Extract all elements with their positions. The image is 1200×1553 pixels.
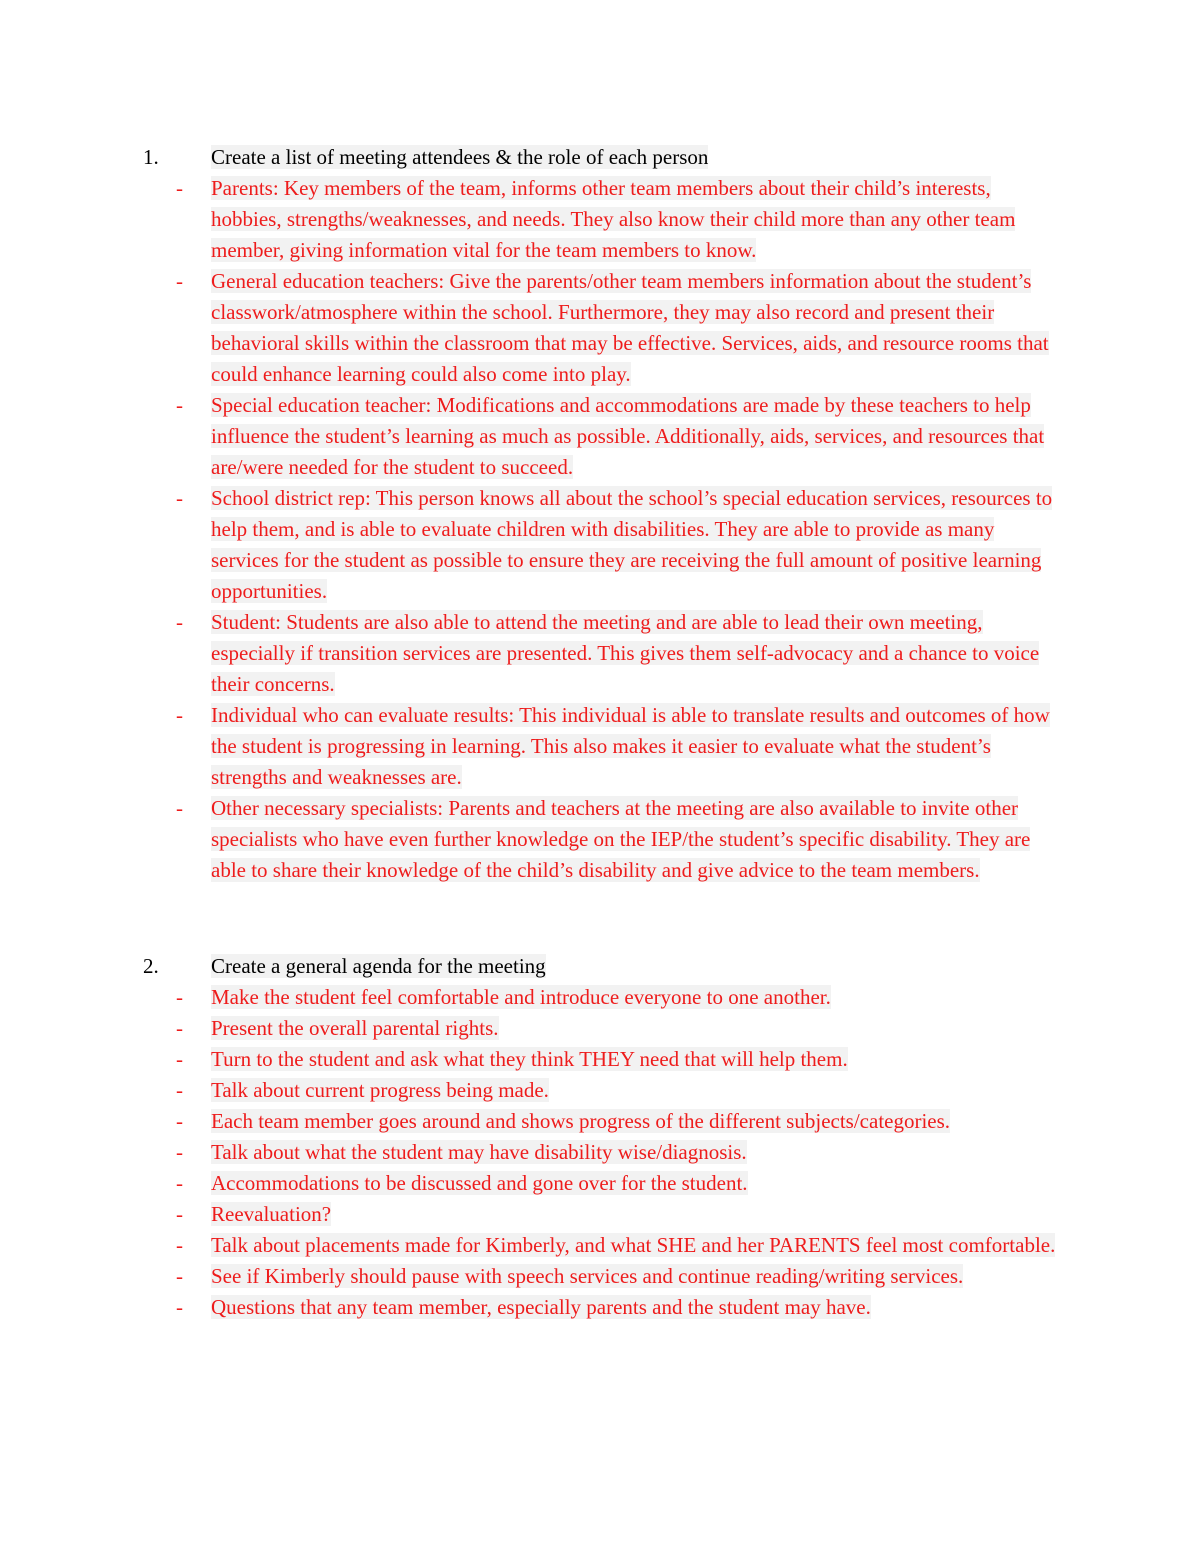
list-item xyxy=(0,1168,1061,1199)
bullet-dash: - xyxy=(176,1047,183,1071)
bullet-dash: - xyxy=(176,269,183,293)
bullet-dash: - xyxy=(176,393,183,417)
list-item xyxy=(0,1199,1061,1230)
list-item xyxy=(0,793,1061,886)
list-item xyxy=(0,1292,1061,1323)
list-item-text: Questions that any team member, especially parents and the student may have. xyxy=(211,1295,871,1319)
bullet-dash: - xyxy=(176,1078,183,1102)
section-title: Create a list of meeting attendees & the role of each person xyxy=(211,145,709,169)
list-item xyxy=(0,607,1061,700)
bullet-dash: - xyxy=(176,1233,183,1257)
bullet-dash: - xyxy=(176,796,183,820)
list-item-text: General education teachers: Give the parents/other team members information about the student’s classwork/atmosphere within the school. Furthermore, they may also record and present their behavioral skills within the classroom that may be effective. Services, aids, and resource rooms that could enhance learning could also come into play. xyxy=(211,269,1049,386)
list-item xyxy=(0,173,1061,266)
list-item xyxy=(0,1013,1061,1044)
list-item-text: Individual who can evaluate results: This individual is able to translate results and outcomes of how the student is progressing in learning. This also makes it easier to evaluate what the student’s strengths and weaknesses are. xyxy=(211,703,1050,789)
section-title: Create a general agenda for the meeting xyxy=(211,954,546,978)
bullet-dash: - xyxy=(176,1264,183,1288)
list-item xyxy=(0,390,1061,483)
attendee-list xyxy=(0,173,1200,886)
list-item-text: Talk about current progress being made. xyxy=(211,1078,549,1102)
bullet-dash: - xyxy=(176,1109,183,1133)
list-item xyxy=(0,1261,1061,1292)
list-item-text: Talk about placements made for Kimberly, and what SHE and her PARENTS feel most comfortable. xyxy=(211,1233,1056,1257)
list-item-text: See if Kimberly should pause with speech services and continue reading/writing services. xyxy=(211,1264,964,1288)
list-item xyxy=(0,1230,1061,1261)
list-item-text: Student: Students are also able to attend the meeting and are able to lead their own meeting, especially if transition services are presented. This gives them self-advocacy and a chance to voice their concerns. xyxy=(211,610,1040,696)
agenda-list xyxy=(0,982,1200,1323)
list-item-text: Turn to the student and ask what they think THEY need that will help them. xyxy=(211,1047,848,1071)
list-item xyxy=(0,483,1061,607)
list-item xyxy=(0,1137,1061,1168)
section-agenda xyxy=(0,951,1200,1323)
list-item-text: Make the student feel comfortable and introduce everyone to one another. xyxy=(211,985,831,1009)
list-item xyxy=(0,982,1061,1013)
list-item xyxy=(0,1106,1061,1137)
bullet-dash: - xyxy=(176,985,183,1009)
bullet-dash: - xyxy=(176,1016,183,1040)
list-item-text: Parents: Key members of the team, informs other team members about their child’s interests, hobbies, strengths/weaknesses, and needs. They also know their child more than any other team member, giving information vital for the team members to know. xyxy=(211,176,1016,262)
list-item xyxy=(0,700,1061,793)
list-item-text: Special education teacher: Modifications and accommodations are made by these teachers to help influence the student’s learning as much as possible. Additionally, aids, services, and resources that are/were needed for the student to succeed. xyxy=(211,393,1045,479)
bullet-dash: - xyxy=(176,703,183,727)
list-item-text: Accommodations to be discussed and gone over for the student. xyxy=(211,1171,748,1195)
bullet-dash: - xyxy=(176,176,183,200)
bullet-dash: - xyxy=(176,486,183,510)
list-item xyxy=(0,1044,1061,1075)
list-item-text: Reevaluation? xyxy=(211,1202,332,1226)
list-item-text: Talk about what the student may have disability wise/diagnosis. xyxy=(211,1140,747,1164)
list-item xyxy=(0,266,1061,390)
bullet-dash: - xyxy=(176,1295,183,1319)
bullet-dash: - xyxy=(176,1171,183,1195)
section-heading xyxy=(0,142,1200,173)
list-item xyxy=(0,1075,1061,1106)
section-number: 2. xyxy=(143,954,159,978)
list-item-text: Each team member goes around and shows progress of the different subjects/categories. xyxy=(211,1109,951,1133)
bullet-dash: - xyxy=(176,610,183,634)
section-number: 1. xyxy=(143,145,159,169)
bullet-dash: - xyxy=(176,1140,183,1164)
list-item-text: School district rep: This person knows all about the school’s special education services, resources to help them, and is able to evaluate children with disabilities. They are able to provide as many services for the student as possible to ensure they are receiving the full amount of positive learning opportunities. xyxy=(211,486,1053,603)
bullet-dash: - xyxy=(176,1202,183,1226)
section-heading xyxy=(0,951,1200,982)
list-item-text: Present the overall parental rights. xyxy=(211,1016,499,1040)
section-attendees xyxy=(0,142,1200,886)
list-item-text: Other necessary specialists: Parents and teachers at the meeting are also available to invite other specialists who have even further knowledge on the IEP/the student’s specific disability. They are able to share their knowledge of the child’s disability and give advice to the team members. xyxy=(211,796,1031,882)
